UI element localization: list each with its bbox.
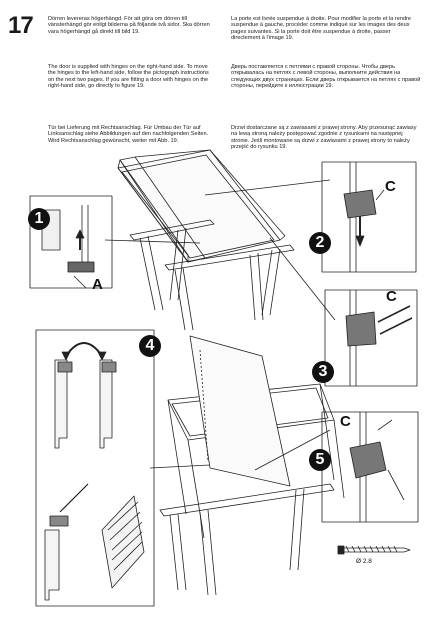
detail-panel-5 — [322, 412, 418, 522]
label-c-panel-2: C — [385, 178, 396, 195]
text-english: The door is supplied with hinges on the right-hand side. To move the hinges to the left-hand side, follow the pictograph instructions on the next two pages. If you are fitting a door with hinges on the right-hand side, go directly to figure 19. — [48, 64, 209, 90]
step-5-badge: 5 — [309, 449, 331, 471]
text-german: Tür bei Lieferung mit Rechtsanschlag. Für Umbau der Tür auf Linksanschlag siehe Abbildungen auf den nachfolgenden Seiten. Wird Rechtsanschlag gewünscht, weiter mit Abb. 19. — [48, 125, 209, 144]
detail-panel-4 — [36, 330, 154, 606]
detail-panel-2 — [322, 162, 416, 272]
step-1-badge: 1 — [28, 208, 50, 230]
step-4-badge: 4 — [139, 335, 161, 357]
text-polish: Drzwi dostarczane są z zawiasami z prawej strony. Aby przesunąć zawiasy na lewą stroną należy postępować zgodnie z rysunkami na następnej stronie. Jeśli montowane są drzwi z zawiasami z prawej strony to należy przejść do rysunku 19. — [231, 125, 417, 151]
screw-drawing — [338, 546, 410, 554]
label-c-panel-3: C — [386, 288, 397, 305]
screw-size-label: Ø 2.8 — [356, 558, 372, 565]
page-number: 17 — [8, 12, 33, 39]
detail-panel-3 — [325, 290, 417, 386]
label-a: A — [92, 276, 103, 293]
text-french: La porte est livrée suspendue à droite. Pour modifier la porte et la rendre suspendue à gauche, procéder comme indiqué sur les images des deux pages suivantes. Si la porte doit être suspendue à droite, passer directement à l'image 19. — [231, 16, 412, 42]
step-2-badge: 2 — [309, 232, 331, 254]
text-russian: Дверь поставляется с петлями с правой стороны. Чтобы дверь открывалась на петлях с левой стороны, выполните действия на следующих двух страницах. Если дверь открывается на петлях с правой стороны, перейдите к иллюстрации 19. — [231, 64, 421, 90]
text-swedish: Dörren levereras högerhängd. För att göra om dörren till vänsterhängd gör enligt bilderna på följande två sidor. Ska dörren vara högerhängd gå direkt till bild 19. — [48, 16, 210, 35]
step-3-badge: 3 — [312, 361, 334, 383]
cabinet-on-trestles-top — [105, 150, 335, 330]
label-c-panel-5: C — [340, 413, 351, 430]
